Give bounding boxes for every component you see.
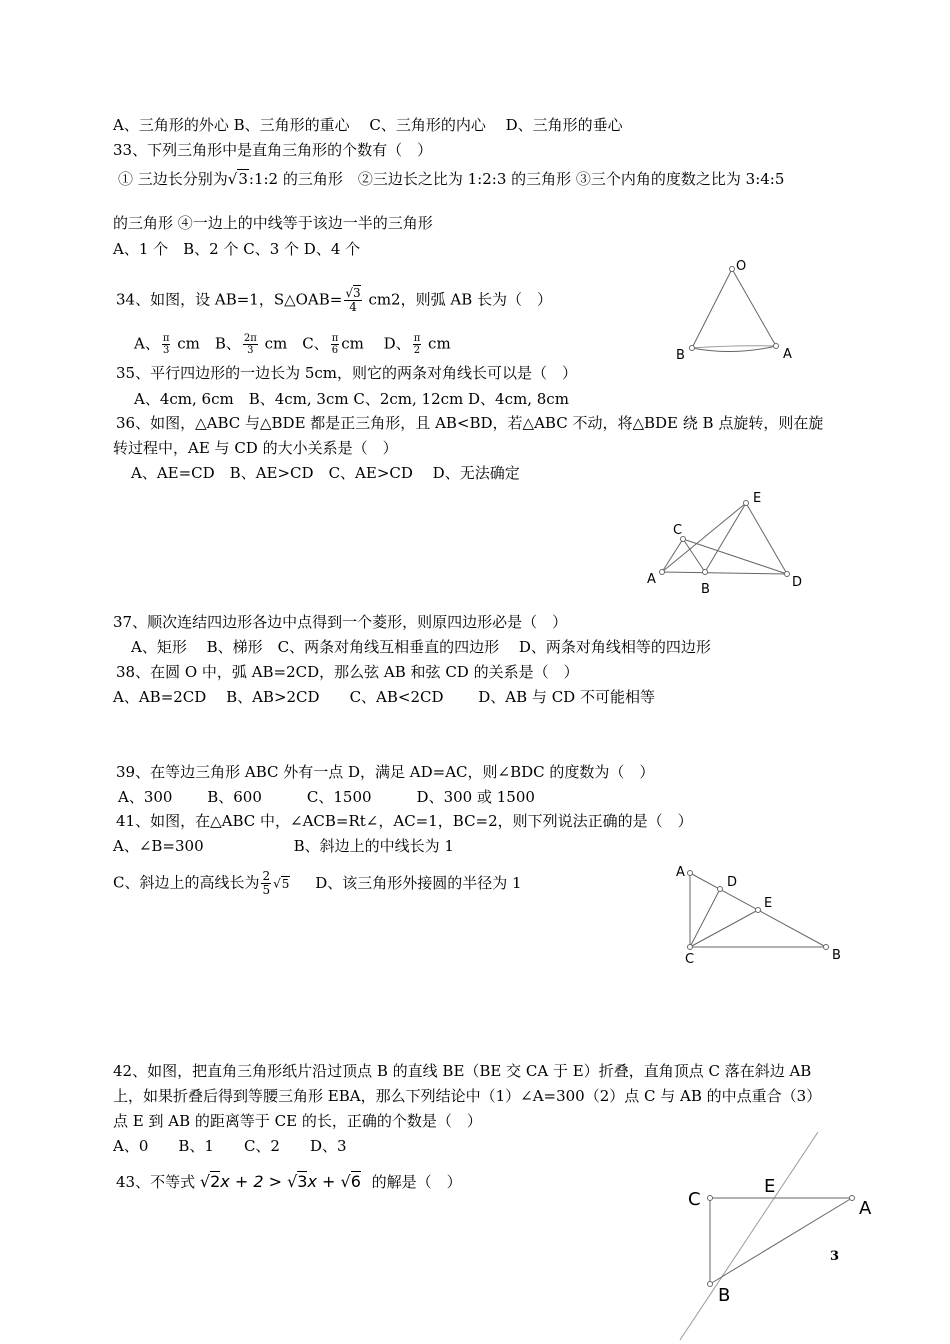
q41-frac-num: 2 [262,869,271,883]
q34-label-o: O [736,259,747,274]
q41-label-e: E [764,896,773,911]
q34-frac-d-den: 2 [413,345,421,356]
q41-figure [668,860,848,970]
q33-sqrt: √3 [227,170,248,188]
q34-frac-a-den: 3 [162,345,170,356]
q34-opt-c: cm C、 [264,334,329,353]
q33-line1-post: :1:2 的三角形 ②三边长之比为 1:2:3 的三角形 ③三个内角的度数之比为 3:4:5 [248,170,785,188]
q34-opt-d: cm D、 [341,334,411,353]
q38-options: A、AB=2CD B、AB>2CD C、AB<2CD D、AB 与 CD 不可能相等 [113,688,655,706]
q34-area-radicand: 3 [353,286,361,300]
q41-label-d: D [727,875,738,890]
q41-options-ab: A、∠B=300 B、斜边上的中线长为 1 [113,837,454,855]
q33-line2: 的三角形 ④一边上的中线等于该边一半的三角形 [113,214,433,232]
q41-opt-c-pre: C、斜边上的高线长为 [113,873,260,892]
q42-options: A、0 B、1 C、2 D、3 [113,1137,347,1155]
q34-area-den: 4 [349,300,357,314]
q43-radicand-2: 3 [297,1172,308,1191]
q34-frac-a-num: π [162,333,170,344]
q35-stem: 35、平行四边形的一边长为 5cm，则它的两条对角线长可以是（ ） [116,364,578,382]
q42-label-c: C [688,1189,701,1210]
q34-label-a: A [783,347,792,362]
q36-label-e: E [753,491,762,506]
q34-frac-a [162,333,171,356]
q35-options: A、4cm, 6cm B、4cm, 3cm C、2cm, 12cm D、4cm, 8cm [134,390,569,408]
q34-label-b: B [676,348,685,363]
q43-post: 的解是（ ） [371,1173,462,1191]
q41-opt-d: D、该三角形外接圆的半径为 1 [315,873,522,892]
q43-radicand-3: 6 [350,1172,361,1191]
q36-label-b: B [701,582,710,597]
q42-label-a: A [859,1198,872,1219]
q37-stem: 37、顺次连结四边形各边中点得到一个菱形，则原四边形必是（ ） [113,613,568,631]
q38-stem: 38、在圆 O 中，弧 AB=2CD，那么弦 AB 和弦 CD 的关系是（ ） [116,663,579,681]
q36-figure [640,488,820,598]
q41-label-a: A [676,865,685,880]
q34-pre: 34、如图，设 AB=1，S△OAB= [116,290,343,309]
q42-line3: 点 E 到 AB 的距离等于 CE 的长，正确的个数是（ ） [113,1112,482,1130]
q36-label-c: C [673,523,683,538]
q41-stem: 41、如图，在△ABC 中，∠ACB=Rt∠，AC=1，BC=2，则下列说法正确的是（ ） [116,812,693,830]
q42-label-b: B [718,1285,731,1306]
q33-radicand: 3 [238,170,248,188]
q33-line1-pre: ① 三边长分别为 [118,170,228,188]
q41-radicand: 5 [281,876,290,891]
q41-label-c: C [685,952,695,967]
q36-line2: 转过程中，AE 与 CD 的大小关系是（ ） [113,439,398,457]
q34-opt-a: A、 [134,334,160,353]
q43-mid-1: x + 2 > [220,1172,282,1191]
q34-options [134,333,451,356]
page-number: 3 [830,1249,840,1264]
q34-frac-c [331,333,340,356]
q34-figure [670,255,810,365]
q43-mid-2: x + [307,1172,336,1191]
q42-figure [680,1128,880,1343]
q41-frac-den: 5 [262,883,271,897]
q34-unit: cm [428,334,451,353]
q34-opt-b: cm B、 [177,334,241,353]
q34-frac-c-num: π [331,333,339,344]
q36-options: A、AE=CD B、AE>CD C、AE>CD D、无法确定 [131,464,520,482]
q32-options: A、三角形的外心 B、三角形的重心 C、三角形的内心 D、三角形的垂心 [113,116,623,134]
q34-frac-c-den: 6 [331,345,339,356]
q37-options: A、矩形 B、梯形 C、两条对角线互相垂直的四边形 D、两条对角线相等的四边形 [131,638,711,656]
q36-line1: 36、如图，△ABC 与△BDE 都是正三角形，且 AB<BD，若△ABC 不动，将△BDE 绕 B 点旋转，则在旋 [116,414,824,432]
q34-post: cm2，则弧 AB 长为（ ） [368,290,552,309]
q41-label-b: B [832,948,841,963]
q43-inequality: √2x + 2 > √3x + √6 [199,1172,361,1191]
q42-label-e: E [764,1176,776,1197]
q33-options: A、1 个 B、2 个 C、3 个 D、4 个 [113,240,361,258]
q41-frac [261,870,271,897]
q43-pre: 43、不等式 [116,1173,196,1191]
q36-label-d: D [792,575,803,590]
q39-stem: 39、在等边三角形 ABC 外有一点 D，满足 AD=AC，则∠BDC 的度数为（ ） [116,763,655,781]
q41-options-cd [113,870,522,897]
q34-frac-d [413,333,422,356]
q42-line1: 42、如图，把直角三角形纸片沿过顶点 B 的直线 BE（BE 交 CA 于 E）折叠，直角顶点 C 落在斜边 AB [113,1062,812,1080]
q34-frac-b [243,333,258,356]
q34-frac-b-den: 3 [247,345,254,356]
q41-sqrt: √5 [273,876,290,891]
q34-stem [116,287,552,314]
q33-stem: 33、下列三角形中是直角三角形的个数有（ ） [113,141,433,159]
q34-frac-b-num: 2π [243,333,257,344]
q43-radicand-1: 2 [210,1172,221,1191]
q34-frac-d-num: π [413,333,421,344]
q43-stem [116,1172,462,1192]
q34-area-fraction: $\frac{√3}{4}$ [345,286,361,314]
q39-options: A、300 B、600 C、1500 D、300 或 1500 [118,788,535,806]
q36-label-a: A [647,572,656,587]
q42-line2: 上，如果折叠后得到等腰三角形 EBA，那么下列结论中（1）∠A=300（2）点 C 与 AB 的中点重合（3） [113,1087,822,1105]
q33-line1 [118,169,784,189]
